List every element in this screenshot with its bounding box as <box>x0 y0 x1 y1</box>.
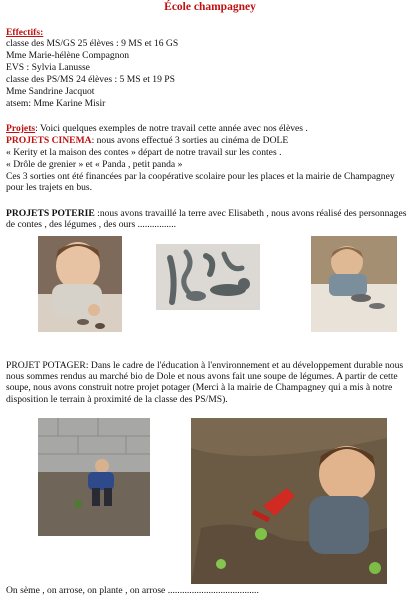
cinema-line-3: « Drôle de grenier » et « Panda , petit panda » <box>6 159 183 170</box>
effectifs-line: Mme Marie-hélène Compagnon <box>6 50 130 61</box>
poterie-text: :nous avons travaillé la terre avec Elisabeth , nous avons réalisé des personnages de contes , des légumes , des ours ................ <box>6 208 407 231</box>
potager-paragraph <box>6 360 414 405</box>
page-title: École champagney <box>164 1 256 13</box>
cinema-line <box>6 135 288 146</box>
projets-intro <box>6 123 308 134</box>
cinema-line-4: Ces 3 sorties ont été financées par la coopérative scolaire pour les places et la mairie de Champagney pour les trajets en bus. <box>6 171 395 194</box>
photo-child-wall-garden <box>38 418 150 536</box>
potager-label: PROJET POTAGER <box>6 360 86 371</box>
effectifs-line: atsem: Mme Karine Misir <box>6 98 106 109</box>
poterie-label: PROJETS POTERIE <box>6 208 95 219</box>
photo-child-clay <box>38 236 122 332</box>
photo-child-table <box>311 236 397 332</box>
cinema-label: PROJETS CINEMA <box>6 135 92 146</box>
projets-intro-text: : Voici quelques exemples de notre travail cette année avec nos élèves . <box>35 123 308 134</box>
effectifs-line: EVS : Sylvia Lanusse <box>6 62 90 73</box>
effectifs-line: classe des MS/GS 25 élèves : 9 MS et 16 GS <box>6 38 179 49</box>
projets-label: Projets <box>6 123 36 134</box>
effectifs-line: Mme Sandrine Jacquot <box>6 86 95 97</box>
photo-child-watering <box>191 418 387 584</box>
poterie-paragraph <box>6 208 414 230</box>
effectifs-heading: Effectifs: <box>6 27 44 38</box>
cinema-text: : nous avons effectué 3 sorties au cinéma de DOLE <box>91 135 289 146</box>
footer-caption: On sème , on arrose, on plante , on arrose ...................................... <box>6 585 259 596</box>
potager-text: : Dans le cadre de l'éducation à l'environnement et au développement durable nous nous sommes rendus au marché bio de Dole et nous avons fait une soupe de légumes. A partir de cette soupe, nous avons construit notre projet potager (Merci à la mairie de Champagney qui a mis à notre disposition le terrain à proximité de la classe des PS/MS). <box>6 360 404 405</box>
cinema-line-2: « Kerity et la maison des contes » départ de notre travail sur les contes . <box>6 147 282 158</box>
effectifs-line: classe des PS/MS 24 élèves : 5 MS et 19 PS <box>6 74 175 85</box>
photo-clay-figures <box>156 244 260 310</box>
